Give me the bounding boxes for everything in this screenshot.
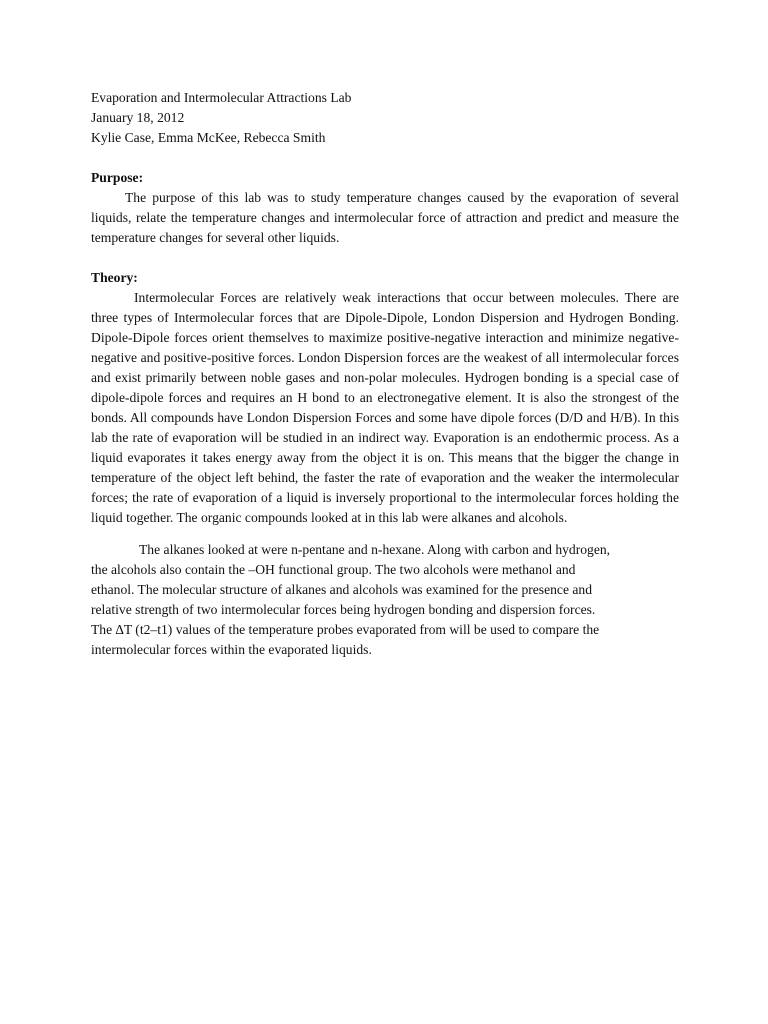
theory-paragraph-2-line: the alcohols also contain the –OH functional group. The two alcohols were methanol and <box>91 562 576 577</box>
theory-heading: Theory: <box>91 270 138 285</box>
document-authors: Kylie Case, Emma McKee, Rebecca Smith <box>91 130 326 145</box>
theory-paragraph-2-line: ethanol. The molecular structure of alkanes and alcohols was examined for the presence and <box>91 582 593 597</box>
theory-paragraph-2-line: The alkanes looked at were n-pentane and n-hexane. Along with carbon and hydrogen, <box>139 542 611 557</box>
purpose-heading: Purpose: <box>91 170 144 185</box>
document-title: Evaporation and Intermolecular Attractions Lab <box>91 90 352 105</box>
theory-paragraph-1: Intermolecular Forces are relatively weak interactions that occur between molecules. There are three types of Intermolecular forces that are Dipole-Dipole, London Dispersion and Hydrogen Bonding. Dipole-Dipole forces orient themselves to maximize positive-negative interaction and minimize negative-negative and positive-positive forces. London Dispersion forces are the weakest of all intermolecular forces and exist primarily between noble gases and non-polar molecules. Hydrogen bonding is a special case of dipole-dipole forces and requires an H bond to an electronegative element. It is also the strongest of the bonds. All compounds have London Dispersion Forces and some have dipole forces (D/D and H/B). In this lab the rate of evaporation will be studied in an indirect way. Evaporation is an endothermic process. As a liquid evaporates it takes energy away from the object it is on. This means that the bigger the change in temperature of the object left behind, the faster the rate of evaporation and the weaker the intermolecular forces; the rate of evaporation of a liquid is inversely proportional to the intermolecular forces holding the liquid together. The organic compounds looked at in this lab were alkanes and alcohols. <box>91 290 679 525</box>
purpose-paragraph: The purpose of this lab was to study temperature changes caused by the evaporation of several liquids, relate the temperature changes and intermolecular force of attraction and predict and measure the temperature changes for several other liquids. <box>91 190 679 245</box>
document-page <box>91 88 679 660</box>
document-date: January 18, 2012 <box>91 110 185 125</box>
theory-paragraph-2-line: relative strength of two intermolecular forces being hydrogen bonding and dispersion forces. <box>91 602 596 617</box>
theory-paragraph-2-line: intermolecular forces within the evaporated liquids. <box>91 642 372 657</box>
theory-paragraph-2-line: The ∆T (t2–t1) values of the temperature probes evaporated from will be used to compare the <box>91 622 600 637</box>
theory-paragraph-2 <box>91 540 679 660</box>
